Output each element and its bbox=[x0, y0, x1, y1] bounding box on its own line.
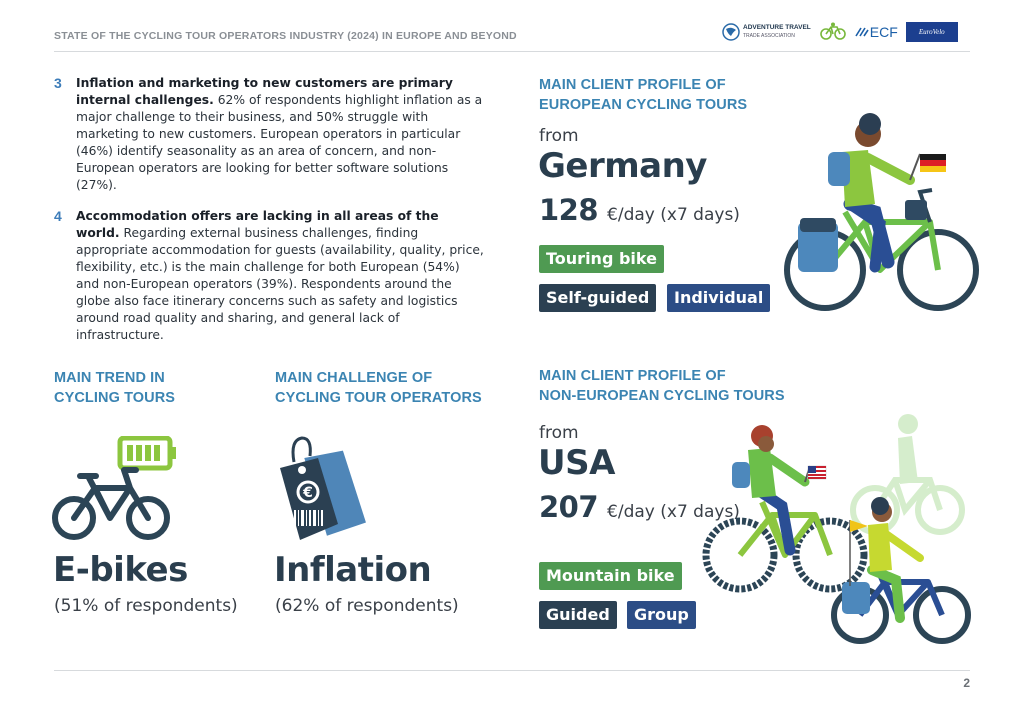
e-bike-icon bbox=[52, 436, 182, 546]
finding-bold: Accommodation offers are lacking in all areas of the world. bbox=[76, 209, 439, 240]
heading-line: CYCLING TOUR OPERATORS bbox=[275, 390, 482, 406]
finding-body: 62% of respondents highlight inflation as a major challenge to their business, and 50% struggle with marketing to new customers. European operators in particular (46%) identify seasonality as an area of concern, and non-European operators are looking for better software solutions (27%). bbox=[76, 93, 483, 192]
heading-line: CYCLING TOURS bbox=[54, 390, 176, 406]
bike-type-badge: Touring bike bbox=[539, 245, 664, 273]
header-divider bbox=[54, 51, 970, 52]
germany-flag-icon bbox=[920, 154, 946, 172]
ecf-logo-text: ECF bbox=[869, 24, 898, 40]
heading-line: MAIN CLIENT PROFILE OF bbox=[539, 77, 726, 93]
heading-line: MAIN TREND IN bbox=[54, 370, 165, 386]
trend-heading bbox=[54, 368, 175, 408]
document-header-title: STATE OF THE CYCLING TOUR OPERATORS INDUSTRY (2024) IN EUROPE AND BEYOND bbox=[54, 30, 517, 42]
page-number: 2 bbox=[963, 676, 970, 690]
bike-type-badge: Mountain bike bbox=[539, 562, 682, 590]
partner-logos bbox=[722, 22, 958, 42]
non-european-profile-heading bbox=[539, 366, 785, 406]
group-badge: Individual bbox=[667, 284, 770, 312]
non-european-from-label: from bbox=[539, 423, 579, 443]
ecf-mark-icon bbox=[855, 26, 869, 38]
atta-logo bbox=[722, 23, 811, 41]
european-price bbox=[539, 193, 740, 227]
challenge-value: Inflation bbox=[274, 550, 432, 590]
guidance-badge: Guided bbox=[539, 601, 617, 629]
finding-item bbox=[54, 208, 484, 344]
key-findings-list bbox=[54, 75, 484, 358]
group-cyclists-illustration bbox=[700, 410, 975, 650]
atta-logo-line1: ADVENTURE TRAVEL bbox=[743, 24, 811, 32]
faded-cyclist bbox=[853, 414, 962, 532]
finding-text bbox=[76, 75, 484, 194]
euro-symbol: € bbox=[303, 485, 313, 501]
eurovelo-logo: EuroVelo bbox=[906, 22, 958, 42]
heading-line: MAIN CLIENT PROFILE OF bbox=[539, 368, 726, 384]
price-value: 207 bbox=[539, 490, 599, 524]
finding-body: Regarding external business challenges, finding appropriate accommodation for guests (availability, quality, price, flexibility, etc.) is the main challenge for both European (54%) and non-European operators (39%). Respondents around the globe also face itinerary concerns such as safety and logistics around road quality and sharing, and general lack of infrastructure. bbox=[76, 226, 484, 342]
usa-flag-icon bbox=[808, 466, 826, 479]
heading-line: EUROPEAN CYCLING TOURS bbox=[539, 97, 748, 113]
finding-number: 4 bbox=[54, 208, 62, 224]
price-unit: €/day (x7 days) bbox=[607, 502, 740, 522]
finding-bold: Inflation and marketing to new customers are primary internal challenges. bbox=[76, 76, 453, 107]
touring-cyclist-illustration bbox=[780, 112, 980, 312]
price-value: 128 bbox=[539, 193, 599, 227]
price-tag-icon bbox=[272, 432, 382, 552]
finding-item bbox=[54, 75, 484, 194]
atta-logo-line2: TRADE ASSOCIATION bbox=[743, 32, 795, 39]
price-unit: €/day (x7 days) bbox=[607, 205, 740, 225]
challenge-heading bbox=[275, 368, 482, 408]
heading-line: NON-EUROPEAN CYCLING TOURS bbox=[539, 388, 785, 404]
european-from-label: from bbox=[539, 126, 579, 146]
finding-text bbox=[76, 208, 484, 344]
cycling-tour-logo-icon bbox=[819, 22, 847, 42]
european-profile-heading bbox=[539, 75, 747, 115]
globe-icon bbox=[722, 23, 740, 41]
group-badge: Group bbox=[627, 601, 696, 629]
guidance-badge: Self-guided bbox=[539, 284, 656, 312]
european-country: Germany bbox=[538, 146, 707, 186]
non-european-country: USA bbox=[538, 443, 615, 483]
trend-value: E-bikes bbox=[53, 550, 188, 590]
finding-number: 3 bbox=[54, 75, 62, 91]
challenge-sub: (62% of respondents) bbox=[275, 596, 459, 616]
footer-divider bbox=[54, 670, 970, 671]
heading-line: MAIN CHALLENGE OF bbox=[275, 370, 433, 386]
trend-sub: (51% of respondents) bbox=[54, 596, 238, 616]
ecf-logo bbox=[855, 24, 898, 40]
